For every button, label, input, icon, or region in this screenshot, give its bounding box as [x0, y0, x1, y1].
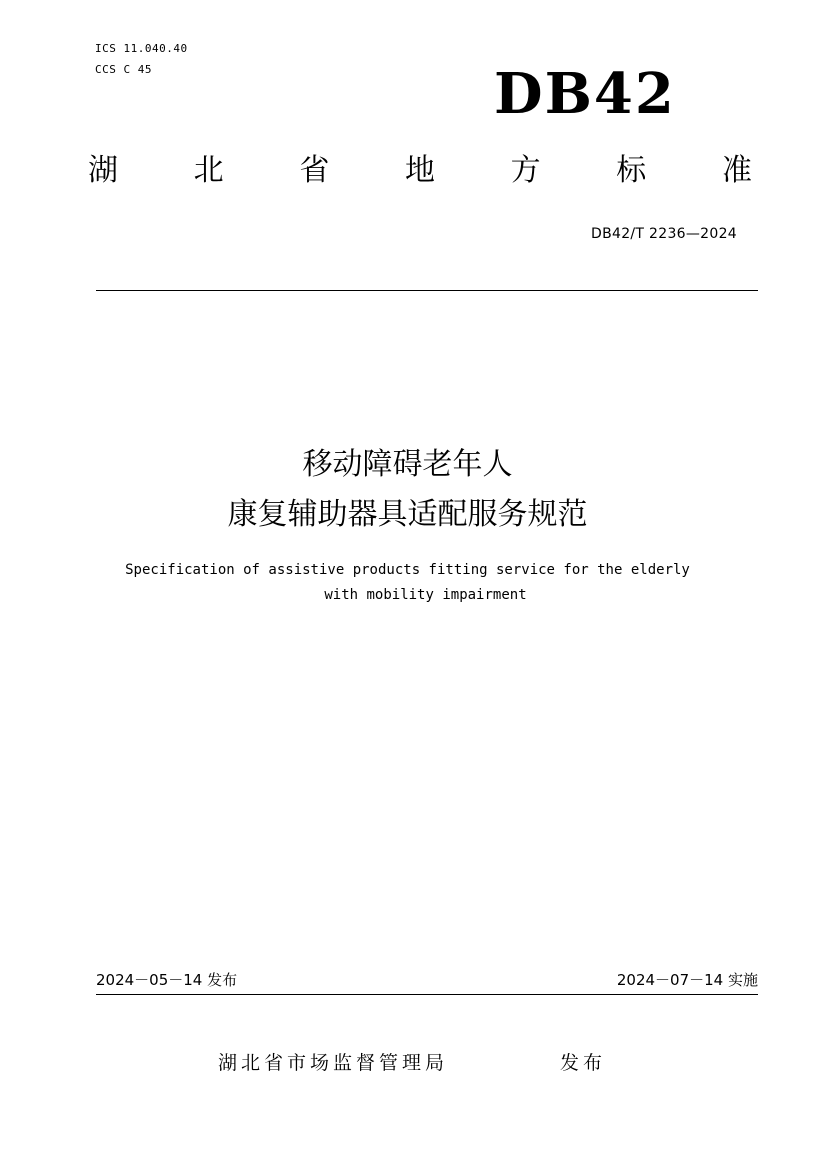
footer-divider: [96, 994, 758, 995]
standard-type-char: 方: [510, 153, 541, 188]
standard-type-char: 北: [193, 153, 224, 188]
title-en-line2: with mobility impairment: [324, 587, 527, 603]
standard-mark: DB42: [494, 61, 676, 127]
publish-date: 2024－05－14 发布: [96, 971, 238, 989]
standard-type-char: 湖: [88, 153, 118, 188]
header-divider: [96, 290, 758, 291]
standard-type-char: 准: [721, 153, 752, 188]
standard-number: DB42/T 2236—2024: [591, 226, 737, 242]
issuer: 湖北省市场监督管理局: [218, 1052, 449, 1074]
ccs-code: CCS C 45: [95, 63, 152, 76]
title-en-line1: Specification of assistive products fitting service for the elderly: [125, 562, 690, 578]
standard-type: [88, 153, 752, 188]
standard-type-char: 标: [616, 153, 647, 188]
ics-code: ICS 11.040.40: [95, 42, 188, 55]
title-zh-line1: 移动障碍老年人: [302, 447, 513, 482]
title-zh-line2: 康复辅助器具适配服务规范: [227, 497, 588, 532]
issuer-suffix: 发布: [560, 1052, 607, 1074]
implement-date: 2024－07－14 实施: [616, 971, 758, 989]
standard-type-char: 地: [404, 153, 435, 188]
standard-type-char: 省: [299, 153, 330, 188]
